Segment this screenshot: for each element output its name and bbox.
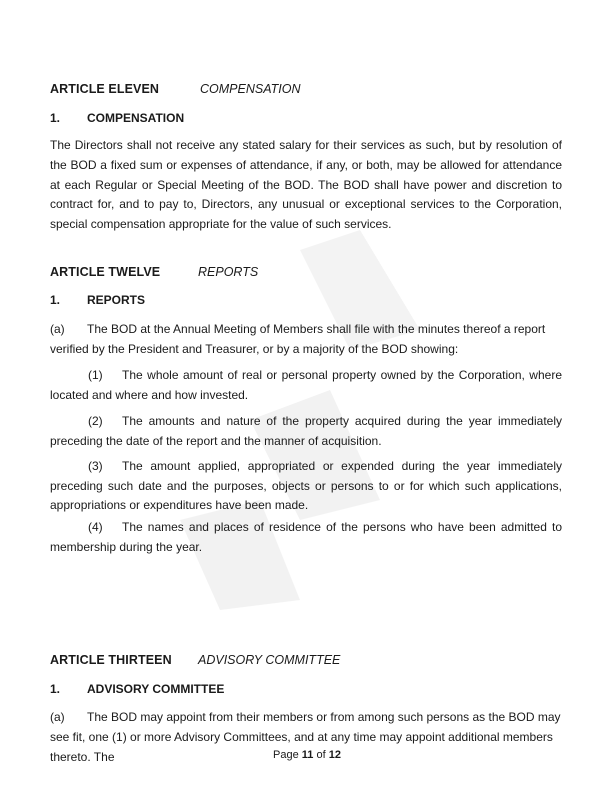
total-pages-number: 12 [328, 749, 341, 761]
of-word: of [316, 749, 326, 761]
paragraph-label: (a) [50, 710, 65, 724]
item-text: The amount applied, appropriated or expended during the year immediately preceding such date and the purposes, objects or persons to or for which such applications, appropriations or expenditures have been made. [50, 459, 562, 512]
report-item-1 [50, 366, 562, 405]
item-label: (4) [88, 520, 103, 534]
item-text: The names and places of residence of the persons who have been admitted to membership during the year. [50, 520, 562, 554]
article-thirteen-heading: ARTICLE THIRTEEN [50, 653, 172, 667]
article-twelve-heading: ARTICLE TWELVE [50, 265, 161, 279]
section-title-advisory-committee: ADVISORY COMMITTEE [87, 682, 225, 696]
report-item-4 [50, 518, 562, 557]
article-twelve-subtitle: REPORTS [198, 265, 259, 279]
item-text: The whole amount of real or personal property owned by the Corporation, where located and where and how invested. [50, 368, 562, 402]
section-number: 1. [50, 682, 61, 696]
section-number: 1. [50, 111, 61, 125]
paragraph-text: The BOD at the Annual Meeting of Members shall file with the minutes thereof a report verified by the President and Treasurer, or by a majority of the BOD showing: [50, 322, 546, 356]
paragraph-label: (a) [50, 322, 65, 336]
report-item-2 [50, 412, 562, 451]
article-thirteen-subtitle: ADVISORY COMMITTEE [198, 653, 341, 667]
report-item-3 [50, 457, 562, 516]
current-page-number: 11 [301, 749, 314, 761]
paragraph-text: The BOD may appoint from their members or from among such persons as the BOD may see fit, one (1) or more Advisory Committees, and at any time may appoint additional members thereto. The [50, 710, 561, 764]
item-text: The amounts and nature of the property acquired during the year immediately preceding the date of the report and the manner of acquisition. [50, 414, 562, 448]
item-label: (3) [88, 459, 103, 473]
reports-paragraph-a [50, 320, 562, 360]
article-eleven-subtitle: COMPENSATION [200, 82, 301, 96]
item-label: (2) [88, 414, 103, 428]
section-number: 1. [50, 293, 61, 307]
page-word: Page [273, 749, 299, 761]
section-title-reports: REPORTS [87, 293, 146, 307]
article-eleven-heading: ARTICLE ELEVEN [50, 82, 160, 96]
item-label: (1) [88, 368, 103, 382]
section-title-compensation: COMPENSATION [87, 111, 185, 125]
page-footer [0, 749, 614, 761]
compensation-paragraph: The Directors shall not receive any stated salary for their services as such, but by resolution of the BOD a fixed sum or expenses of attendance, if any, or both, may be allowed for attendance at each Regular or Special Meeting of the BOD. The BOD shall have power and discretion to contract for, and to pay to, Directors, any unusual or exceptional services to the Corporation, special compensation appropriate for the value of such services. [50, 138, 562, 232]
